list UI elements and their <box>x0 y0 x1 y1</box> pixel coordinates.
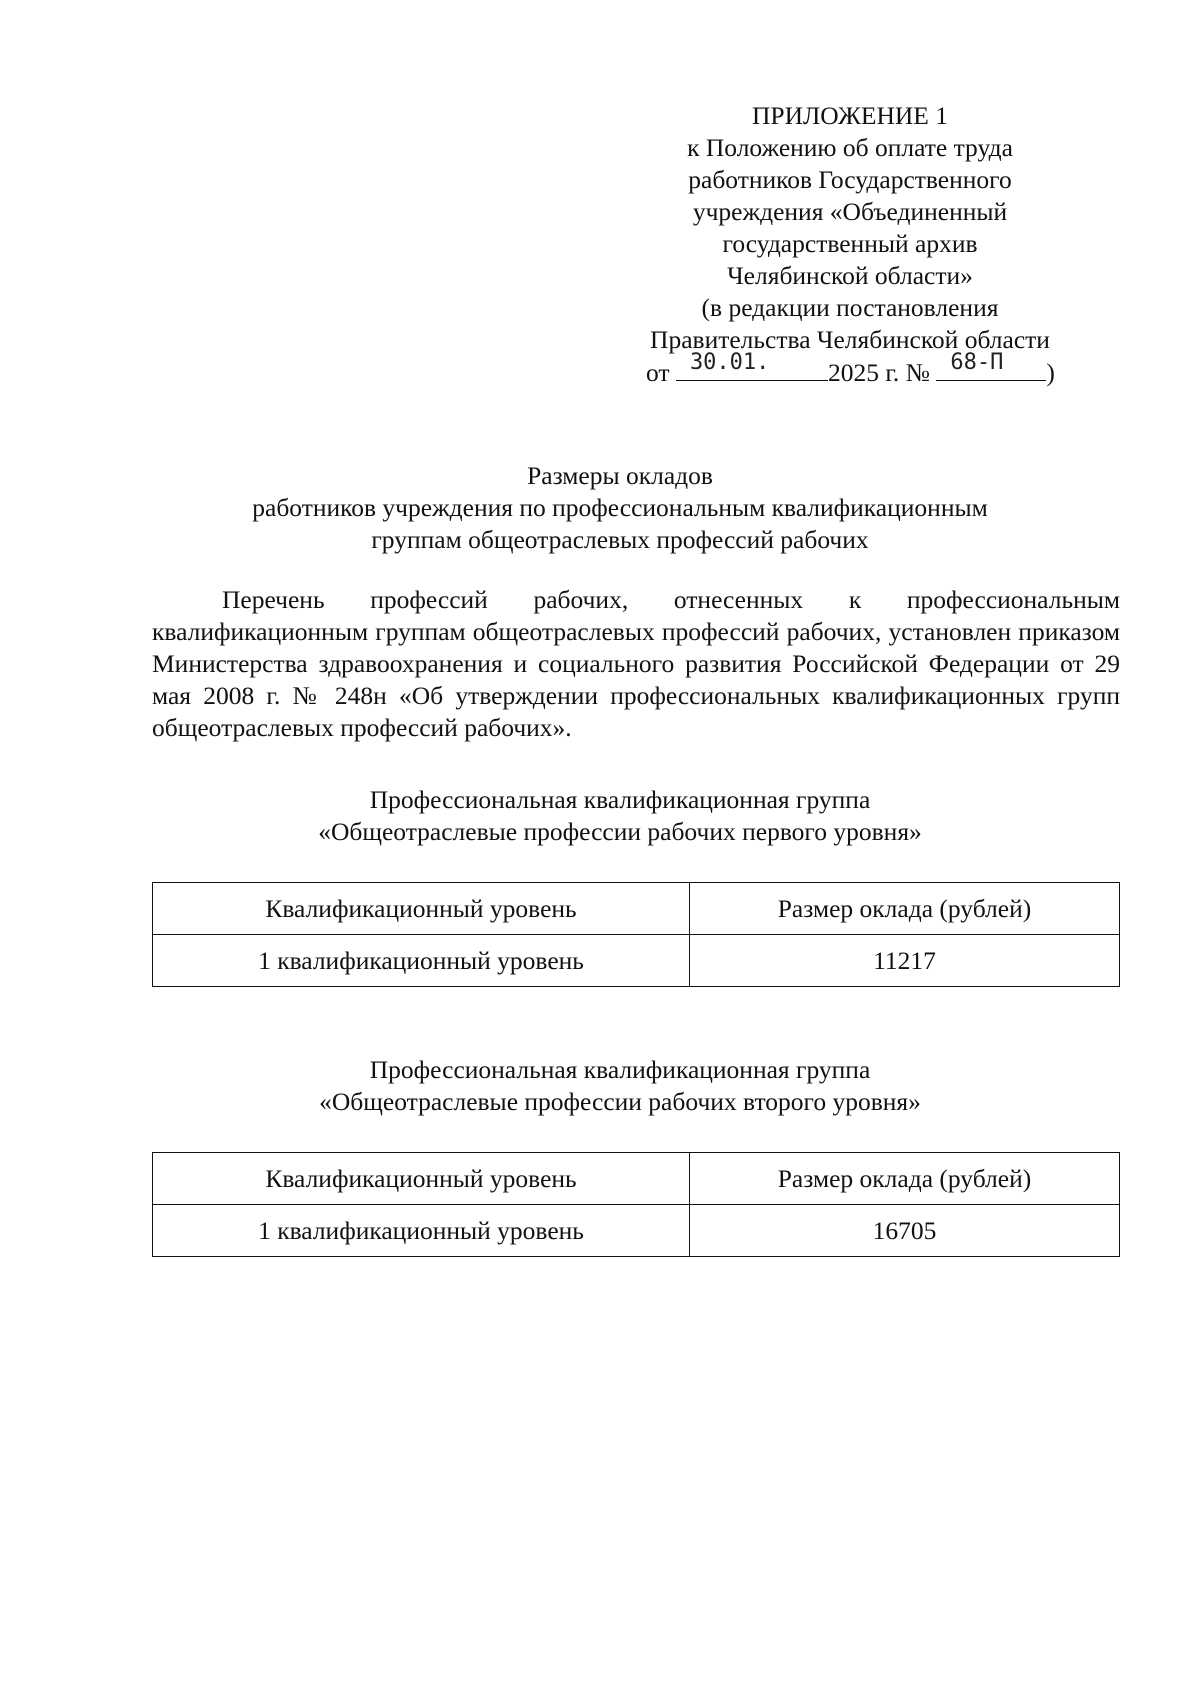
title-line: работников учреждения по профессиональным квалификационным <box>252 493 988 522</box>
appendix-line: работников Государственного <box>688 165 1012 194</box>
group-heading-first-level <box>100 784 1140 848</box>
table-cell: 16705 <box>690 1205 1120 1257</box>
title-line: группам общеотраслевых профессий рабочих <box>371 525 869 554</box>
column-header: Квалификационный уровень <box>153 1153 690 1205</box>
salary-table-first-level <box>152 882 1120 987</box>
group-heading-line: Профессиональная квалификационная группа <box>369 785 871 814</box>
date-suffix: 2025 г. № <box>827 358 930 387</box>
intro-paragraph: Перечень профессий рабочих, отнесенных к профессиональным квалификационным группам общеотраслевых профессий рабочих, установлен приказом Министерства здравоохранения и социального развития Российской Федерации от 29 мая 2008 г. № 248н «Об утверждении профессиональных квалификационных групп общеотраслевых профессий рабочих». <box>152 585 1120 742</box>
table-row <box>153 935 1120 987</box>
appendix-header <box>600 100 1100 389</box>
table-header-row <box>153 1153 1120 1205</box>
column-header: Квалификационный уровень <box>153 883 690 935</box>
table-cell: 1 квалификационный уровень <box>153 935 690 987</box>
closing-paren: ) <box>1046 358 1055 387</box>
salary-table-second-level <box>152 1152 1120 1257</box>
table-cell: 11217 <box>690 935 1120 987</box>
appendix-title: ПРИЛОЖЕНИЕ 1 <box>751 101 949 130</box>
group-heading-line: «Общеотраслевые профессии рабочих первого уровня» <box>318 817 922 846</box>
column-header: Размер оклада (рублей) <box>690 883 1120 935</box>
appendix-line: к Положению об оплате труда <box>687 133 1013 162</box>
group-heading-line: Профессиональная квалификационная группа <box>369 1055 871 1084</box>
table-header-row <box>153 883 1120 935</box>
appendix-line: Правительства Челябинской области <box>650 325 1050 354</box>
column-header: Размер оклада (рублей) <box>690 1153 1120 1205</box>
table-row <box>153 1205 1120 1257</box>
appendix-line: государственный архив <box>722 229 978 258</box>
table-cell: 1 квалификационный уровень <box>153 1205 690 1257</box>
title-line: Размеры окладов <box>527 461 713 490</box>
decree-date-line <box>600 350 1100 389</box>
appendix-line: учреждения «Объединенный <box>692 197 1008 226</box>
appendix-line: Челябинской области» <box>727 261 973 290</box>
group-heading-second-level <box>100 1054 1140 1118</box>
date-blank <box>676 350 828 381</box>
date-handwritten: 30.01. <box>689 350 770 375</box>
group-heading-line: «Общеотраслевые профессии рабочих второго уровня» <box>319 1087 921 1116</box>
number-handwritten: 68-П <box>950 350 1004 375</box>
number-blank <box>936 350 1046 381</box>
document-title <box>100 460 1140 556</box>
date-prefix: от <box>646 358 670 387</box>
appendix-line: (в редакции постановления <box>701 293 999 322</box>
